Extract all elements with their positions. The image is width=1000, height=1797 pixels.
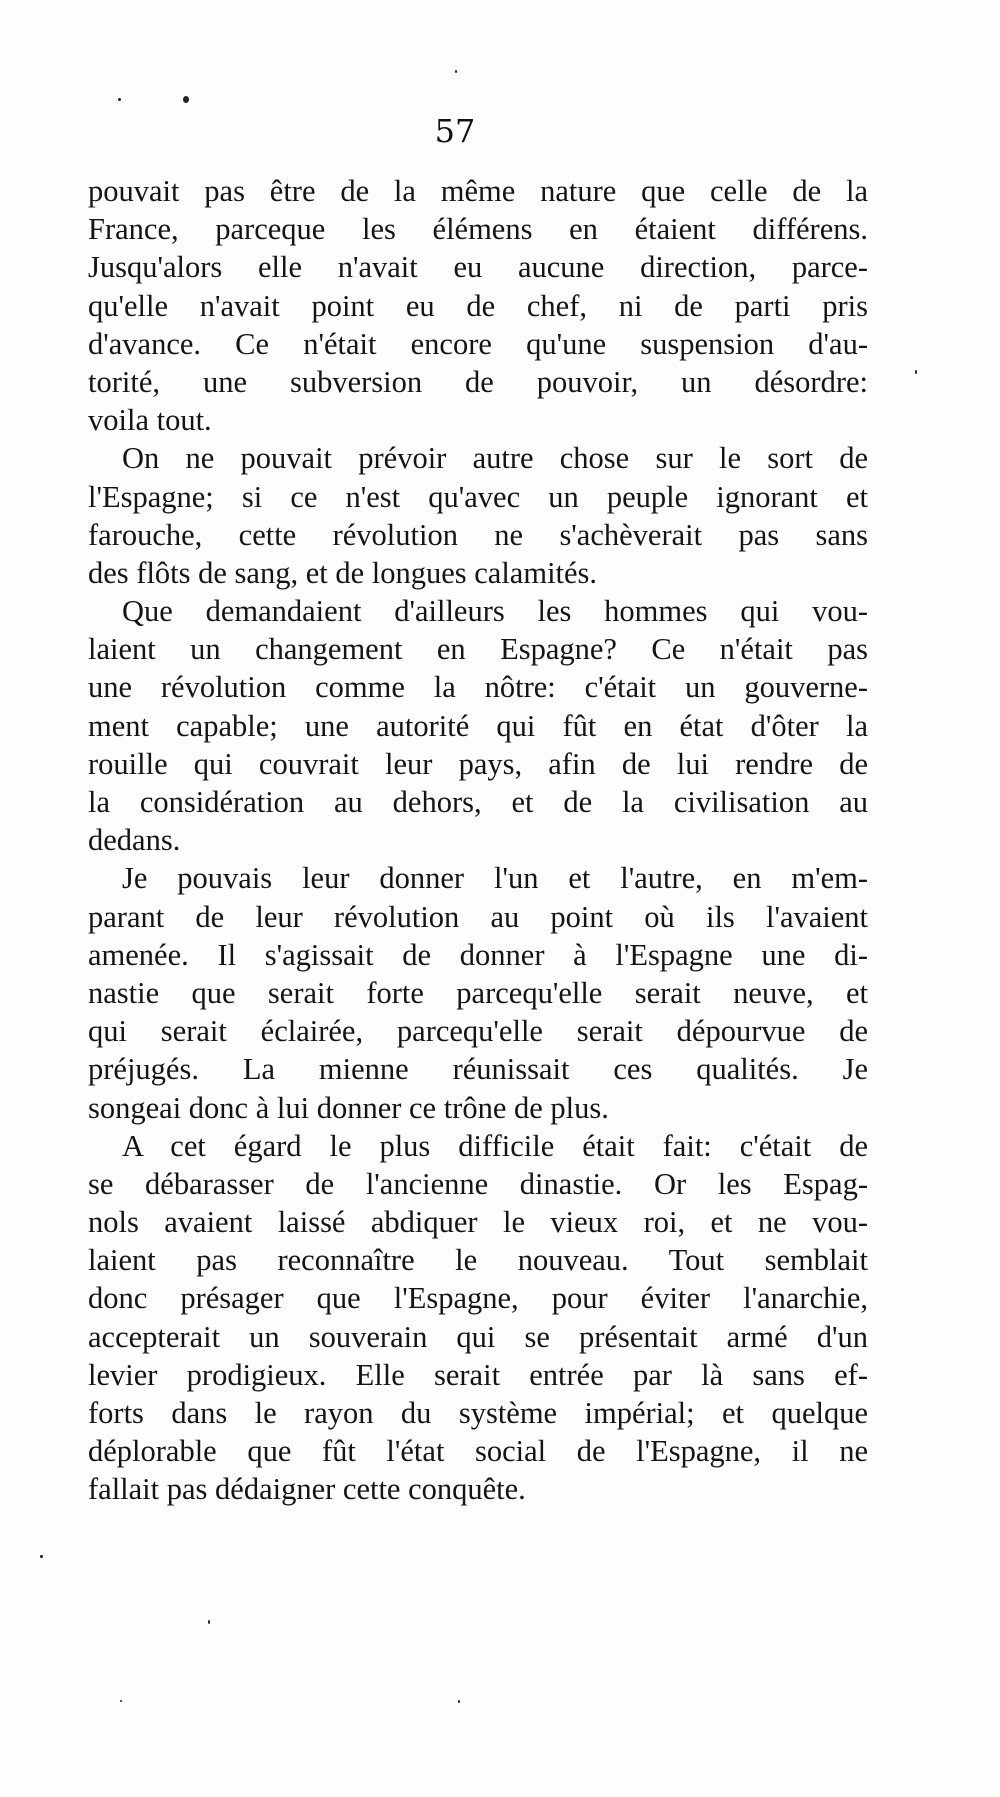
text-line: se débarasser de l'ancienne dinastie. Or les Espag-: [88, 1166, 868, 1201]
text-line: voila tout.: [88, 403, 212, 438]
text-line: songeai donc à lui donner ce trône de plus.: [88, 1090, 609, 1125]
paragraph-1: [88, 172, 868, 439]
scan-speck: [120, 1700, 122, 1702]
text-line: ment capable; une autorité qui fût en état d'ôter la: [88, 708, 868, 743]
text-line: amenée. Il s'agissait de donner à l'Espagne une di-: [88, 937, 868, 972]
text-line: levier prodigieux. Elle serait entrée par là sans ef-: [88, 1357, 868, 1392]
text-line: préjugés. La mienne réunissait ces qualités. Je: [88, 1052, 868, 1087]
text-line: la considération au dehors, et de la civilisation au: [88, 785, 868, 819]
text-line: farouche, cette révolution ne s'achèverait pas sans: [88, 517, 868, 552]
page-number: 57: [434, 112, 476, 150]
text-line: rouille qui couvrait leur pays, afin de lui rendre de: [88, 746, 868, 781]
text-line: donc présager que l'Espagne, pour éviter l'anarchie,: [88, 1281, 868, 1316]
text-line: qui serait éclairée, parcequ'elle serait dépourvue de: [88, 1014, 868, 1049]
text-line: nastie que serait forte parcequ'elle serait neuve, et: [88, 975, 868, 1010]
text-line: nols avaient laissé abdiquer le vieux roi, et ne vou-: [88, 1205, 868, 1240]
paragraph-3: [88, 592, 868, 859]
text-line: Jusqu'alors elle n'avait eu aucune direction, parce-: [88, 250, 868, 285]
paragraph-4: [88, 859, 868, 1126]
text-line: fallait pas dédaigner cette conquête.: [88, 1472, 526, 1507]
text-line: dedans.: [88, 823, 181, 858]
scan-speck: [458, 1700, 460, 1703]
text-line: laient pas reconnaître le nouveau. Tout semblait: [88, 1243, 868, 1278]
scan-speck: [183, 96, 189, 103]
text-line: torité, une subversion de pouvoir, un désordre:: [88, 364, 868, 399]
text-line: forts dans le rayon du système impérial; et quelque: [88, 1396, 868, 1430]
scan-speck: [40, 1555, 43, 1558]
text-line: des flôts de sang, et de longues calamités.: [88, 555, 598, 590]
text-line: pouvait pas être de la même nature que celle de la: [88, 174, 868, 208]
text-line: qu'elle n'avait point eu de chef, ni de parti pris: [88, 288, 868, 323]
text-line: une révolution comme la nôtre: c'était un gouverne-: [88, 670, 868, 705]
text-line: l'Espagne; si ce n'est qu'avec un peuple ignorant et: [88, 479, 868, 514]
text-line: Que demandaient d'ailleurs les hommes qui vou-: [122, 594, 868, 629]
text-line: On ne pouvait prévoir autre chose sur le sort de: [122, 441, 868, 476]
paragraph-5: [88, 1127, 868, 1509]
text-line: accepterait un souverain qui se présentait armé d'un: [88, 1319, 868, 1354]
text-line: déplorable que fût l'état social de l'Espagne, il ne: [88, 1434, 868, 1469]
text-line: d'avance. Ce n'était encore qu'une suspension d'au-: [88, 326, 868, 361]
scan-speck: [118, 98, 121, 101]
text-line: parant de leur révolution au point où ils l'avaient: [88, 899, 868, 934]
scan-speck: [208, 1620, 210, 1624]
scan-speck: [915, 370, 917, 374]
text-line: Je pouvais leur donner l'un et l'autre, en m'em-: [122, 861, 868, 896]
text-line: France, parceque les élémens en étaient différens.: [88, 212, 868, 247]
text-line: laient un changement en Espagne? Ce n'était pas: [88, 632, 868, 667]
paragraph-2: [88, 439, 868, 592]
scan-speck: [455, 70, 457, 73]
body-text: [88, 172, 868, 1509]
text-line: A cet égard le plus difficile était fait: c'était de: [122, 1128, 868, 1163]
